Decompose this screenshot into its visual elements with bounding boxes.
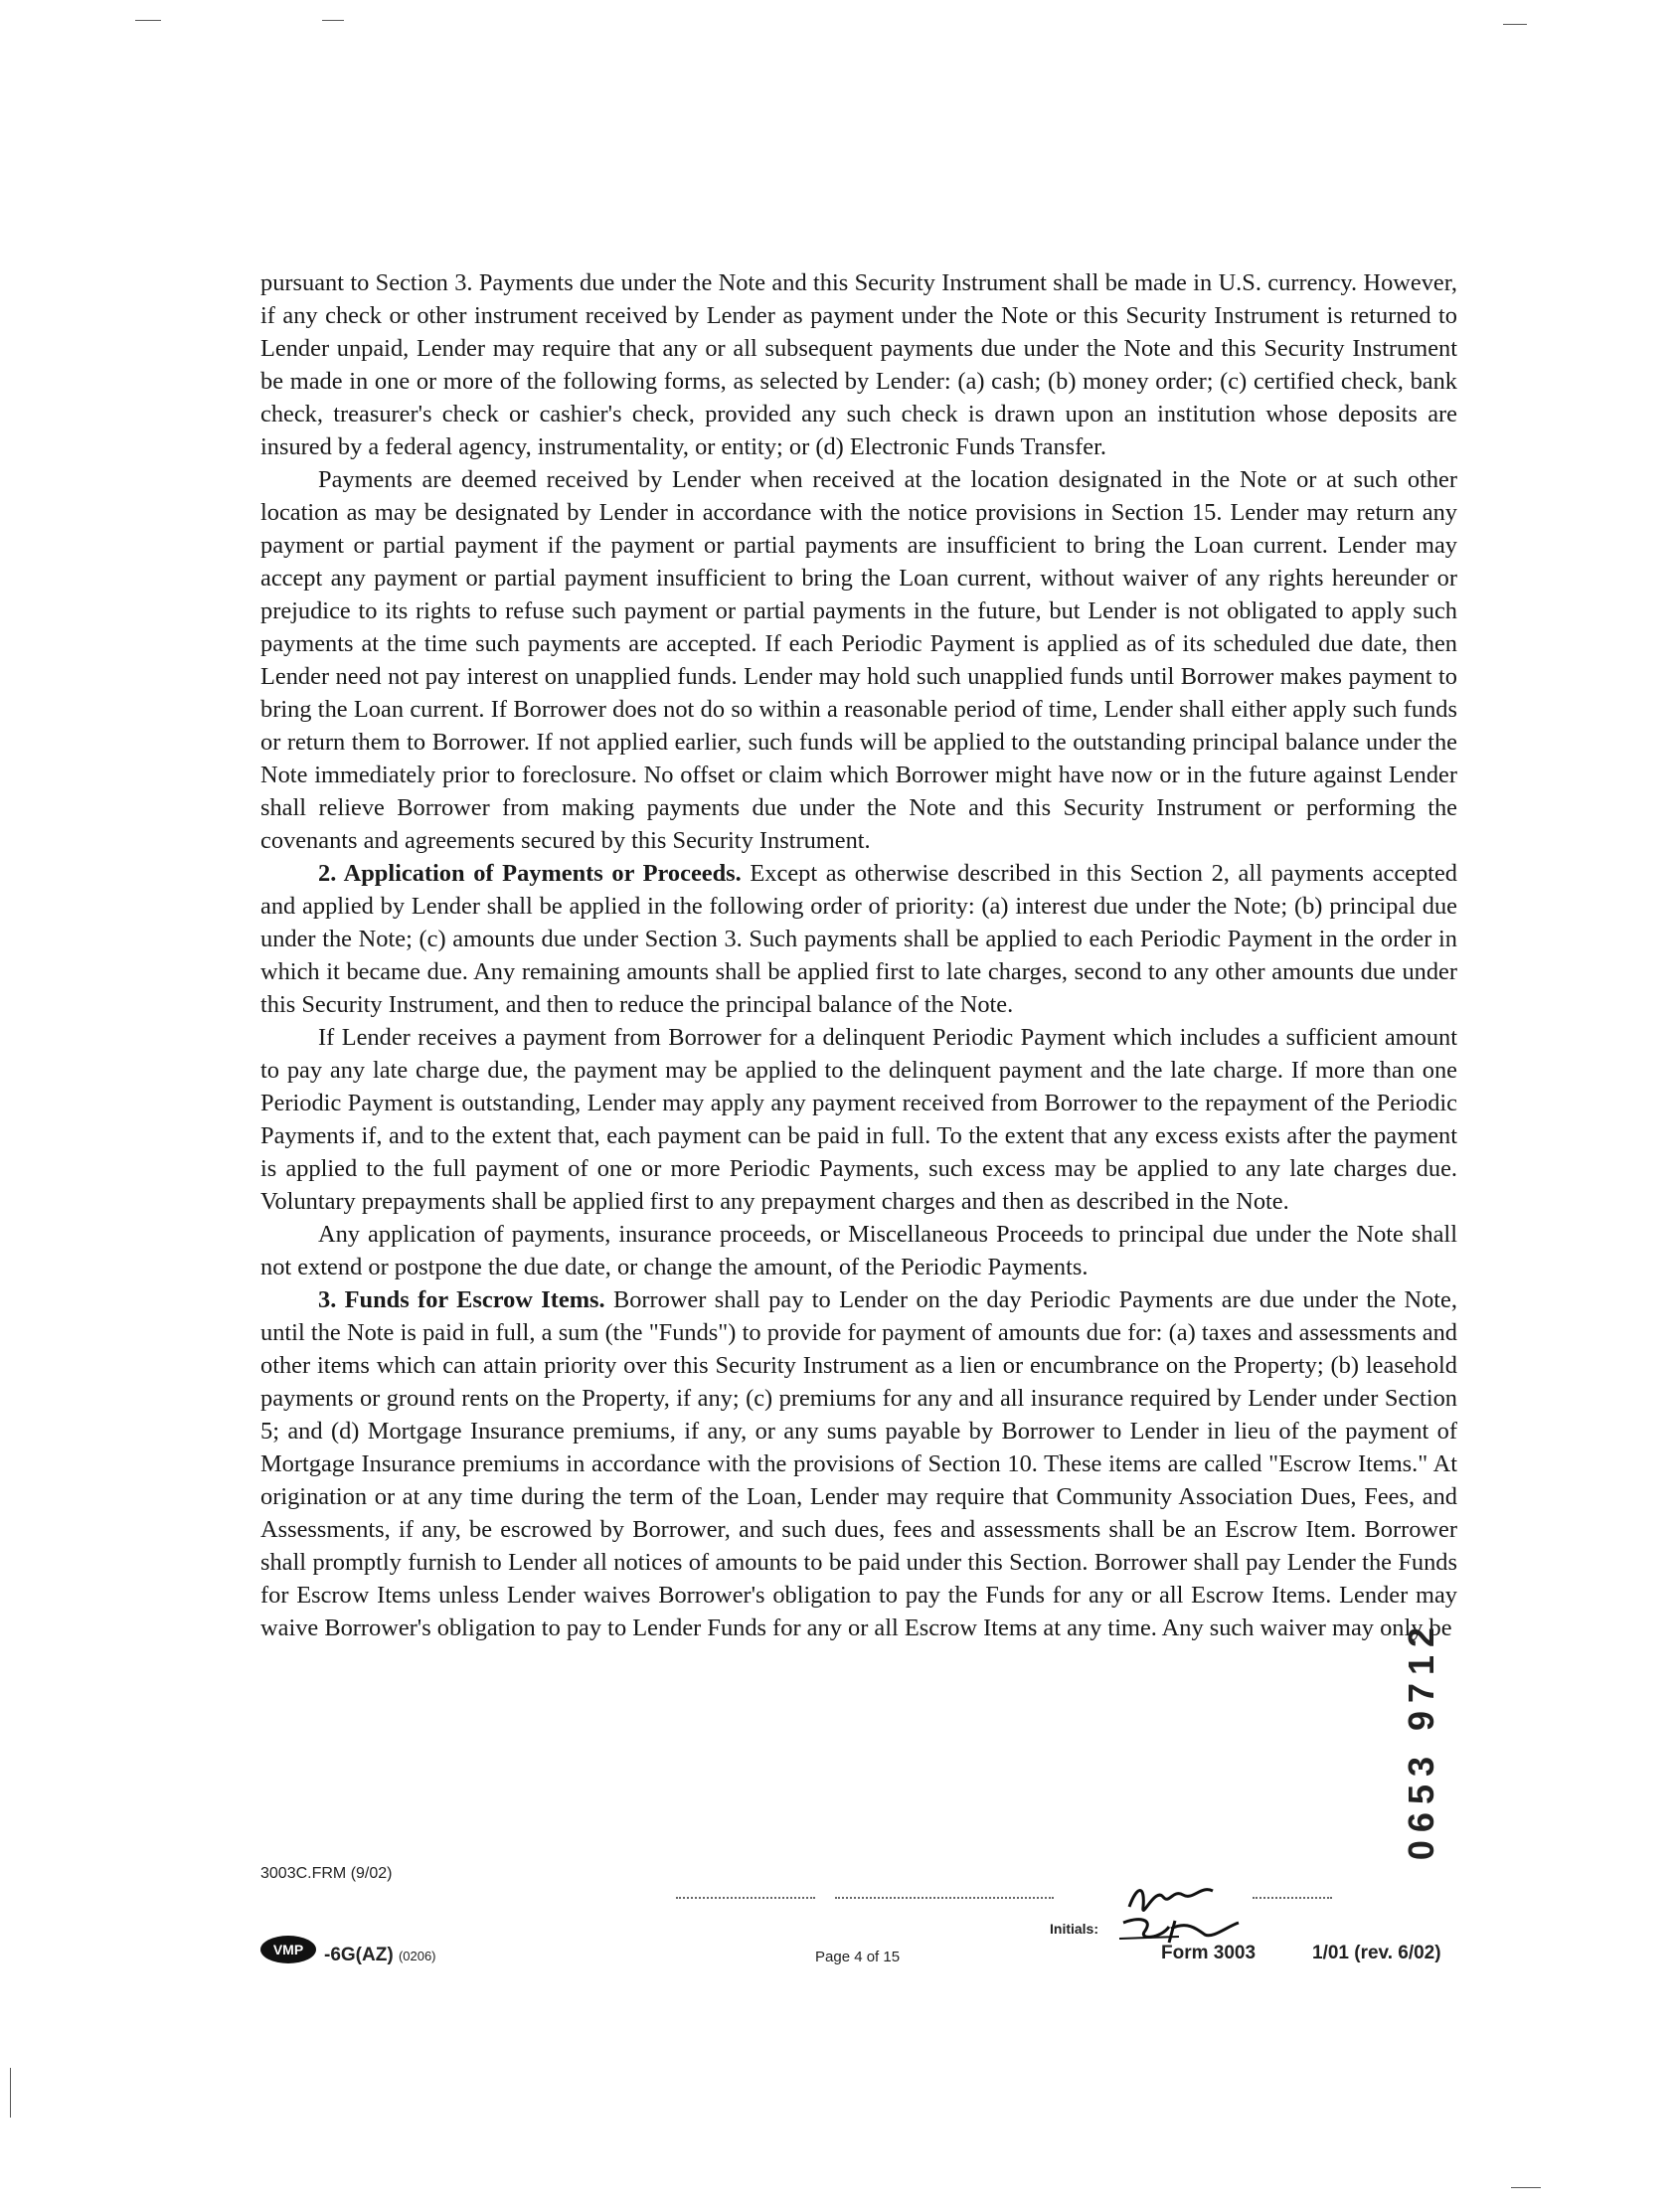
paragraph-text: Any application of payments, insurance proceeds, or Miscellaneous Proceeds to principal due under the Note shall not extend or postpone the due date, or change the amount, of the Periodic Payments.: [260, 1221, 1457, 1280]
scan-mark: [10, 2068, 11, 2118]
scan-mark: [322, 20, 344, 21]
side-document-number: [1392, 1551, 1451, 1929]
dotted-rule: [835, 1897, 1054, 1899]
vmp-logo-text: VMP: [272, 1942, 304, 1957]
scan-mark: [1503, 24, 1527, 25]
paragraph-text: Except as otherwise described in this Section 2, all payments accepted and applied by Lender shall be applied in the following order of priority: (a) interest due under the Note; (b) principal due under the Note; (c) amounts due under Section 3. Such payments shall be applied to each Periodic Payment in the order in which it became due. Any remaining amounts shall be applied first to late charges, second to any other amounts due under this Security Instrument, and then to reduce the principal balance of the Note.: [260, 860, 1457, 1018]
form-version: 1/01 (rev. 6/02): [1312, 1943, 1441, 1963]
scan-mark: [1511, 2187, 1541, 2188]
paragraph: [260, 266, 1457, 463]
paragraph: [260, 857, 1457, 1021]
vmp-logo: [258, 1933, 322, 1966]
file-code: 3003C.FRM (9/02): [260, 1865, 393, 1882]
paragraph-text: If Lender receives a payment from Borrower for a delinquent Periodic Payment which includes a sufficient amount to pay any late charge due, the payment may be applied to the delinquent payment and the late charge. If more than one Periodic Payment is outstanding, Lender may apply any payment received from Borrower to the repayment of the Periodic Payments if, and to the extent that, each payment can be paid in full. To the extent that any excess exists after the payment is applied to the full payment of one or more Periodic Payments, such excess may be applied to any late charges due. Voluntary prepayments shall be applied first to any prepayment charges and then as described in the Note.: [260, 1024, 1457, 1215]
section-heading: 2. Application of Payments or Proceeds.: [318, 860, 742, 887]
document-number: 0653 9712: [1401, 1618, 1441, 1861]
section-heading: 3. Funds for Escrow Items.: [318, 1286, 605, 1313]
dotted-rule: [676, 1897, 815, 1899]
paragraph: [260, 1218, 1457, 1283]
form-code-suffix: (0206): [398, 1949, 436, 1963]
initials-label: Initials:: [1050, 1921, 1099, 1937]
paragraph-text: Borrower shall pay to Lender on the day Periodic Payments are due under the Note, until the Note is paid in full, a sum (the "Funds") to provide for payment of amounts due for: (a) taxes and assessments and other items which can attain priority over this Security Instrument as a lien or encumbrance on the Property; (b) leasehold payments or ground rents on the Property, if any; (c) premiums for any and all insurance required by Lender under Section 5; and (d) Mortgage Insurance premiums, if any, or any sums payable by Borrower to Lender in lieu of the payment of Mortgage Insurance premiums in accordance with the provisions of Section 10. These items are called "Escrow Items." At origination or at any time during the term of the Loan, Lender may require that Community Association Dues, Fees, and Assessments, if any, be escrowed by Borrower, and such dues, fees and assessments shall be an Escrow Item. Borrower shall promptly furnish to Lender all notices of amounts to be paid under this Section. Borrower shall pay Lender the Funds for Escrow Items unless Lender waives Borrower's obligation to pay the Funds for any or all Escrow Items. Lender may waive Borrower's obligation to pay to Lender Funds for any or all Escrow Items at any time. Any such waiver may only be: [260, 1286, 1457, 1641]
paragraph-text: pursuant to Section 3. Payments due under the Note and this Security Instrument shall be made in U.S. currency. However, if any check or other instrument received by Lender as payment under the Note or this Security Instrument is returned to Lender unpaid, Lender may require that any or all subsequent payments due under the Note and this Security Instrument be made in one or more of the following forms, as selected by Lender: (a) cash; (b) money order; (c) certified check, bank check, treasurer's check or cashier's check, provided any such check is drawn upon an institution whose deposits are insured by a federal agency, instrumentality, or entity; or (d) Electronic Funds Transfer.: [260, 269, 1457, 460]
form-code: [324, 1945, 436, 1966]
scan-mark: [135, 20, 161, 21]
page-number: Page 4 of 15: [815, 1949, 901, 1965]
paragraph: [260, 463, 1457, 857]
page-footer: [258, 1921, 1471, 1976]
form-number: Form 3003: [1161, 1943, 1257, 1963]
initials-signature: [1109, 1877, 1278, 1947]
form-code-main: -6G(AZ): [324, 1945, 394, 1965]
paragraph: [260, 1021, 1457, 1218]
document-body: [260, 266, 1457, 1644]
paragraph: [260, 1283, 1457, 1644]
paragraph-text: Payments are deemed received by Lender when received at the location designated in the Note or at such other location as may be designated by Lender in accordance with the notice provisions in Section 15. Lender may return any payment or partial payment if the payment or partial payments are insufficient to bring the Loan current. Lender may accept any payment or partial payment insufficient to bring the Loan current, without waiver of any rights hereunder or prejudice to its rights to refuse such payment or partial payments in the future, but Lender is not obligated to apply such payments at the time such payments are accepted. If each Periodic Payment is applied as of its scheduled due date, then Lender need not pay interest on unapplied funds. Lender may hold such unapplied funds until Borrower makes payment to bring the Loan current. If Borrower does not do so within a reasonable period of time, Lender shall either apply such funds or return them to Borrower. If not applied earlier, such funds will be applied to the outstanding principal balance under the Note immediately prior to foreclosure. No offset or claim which Borrower might have now or in the future against Lender shall relieve Borrower from making payments due under the Note and this Security Instrument or performing the covenants and agreements secured by this Security Instrument.: [260, 466, 1457, 854]
